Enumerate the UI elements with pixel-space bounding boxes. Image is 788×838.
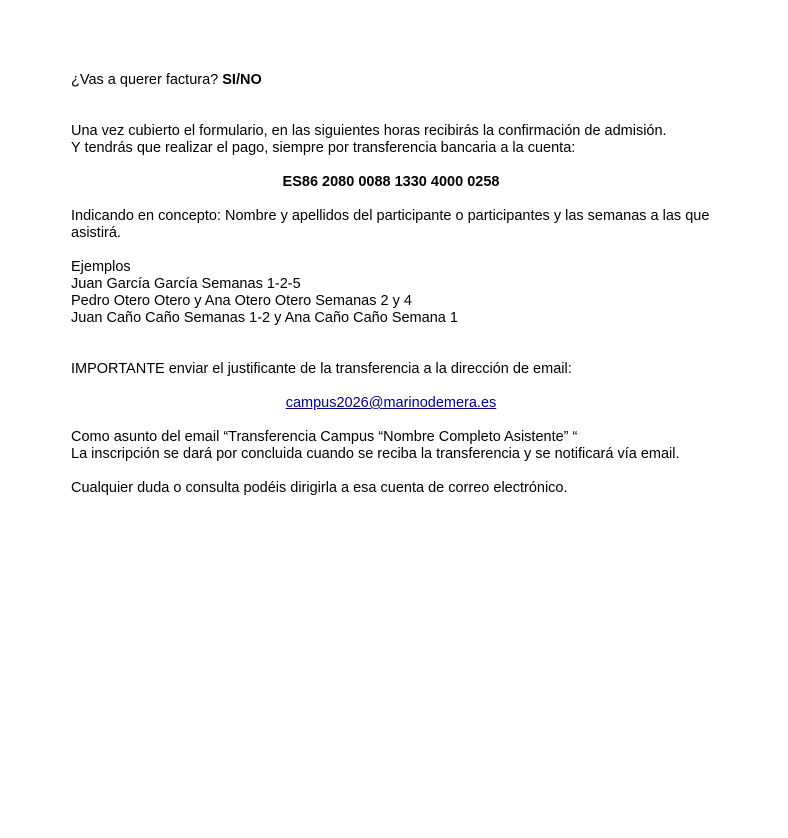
example-item-3: Juan Caño Caño Semanas 1-2 y Ana Caño Caño Semana 1 [71,310,458,326]
example-item-2: Pedro Otero Otero y Ana Otero Otero Semanas 2 y 4 [71,293,412,309]
email-subject-instructions: Como asunto del email “Transferencia Campus “Nombre Completo Asistente” “ [71,429,578,445]
spacer [71,378,711,395]
closing-note: Cualquier duda o consulta podéis dirigirla a esa cuenta de correo electrónico. [71,480,568,496]
example-item-1: Juan García García Semanas 1-2-5 [71,276,301,292]
document-body [71,72,711,497]
important-notice: IMPORTANTE enviar el justificante de la transferencia a la dirección de email: [71,361,572,377]
spacer [71,157,711,174]
spacer [71,89,711,123]
confirmation-line-2: Y tendrás que realizar el pago, siempre por transferencia bancaria a la cuenta: [71,140,576,156]
spacer [71,191,711,208]
registration-completion-note: La inscripción se dará por concluida cuando se reciba la transferencia y se notificará vía email. [71,446,680,462]
invoice-question [71,72,711,89]
spacer [71,327,711,361]
spacer [71,463,711,480]
examples-heading: Ejemplos [71,259,131,275]
concept-instructions: Indicando en concepto: Nombre y apellidos del participante o participantes y las semanas a las que asistirá. [71,208,710,241]
spacer [71,412,711,429]
invoice-question-text: ¿Vas a querer factura? [71,72,223,88]
confirmation-line-1: Una vez cubierto el formulario, en las siguientes horas recibirás la confirmación de admisión. [71,123,667,139]
contact-email-line [71,395,711,412]
invoice-options: SI/NO [222,72,262,88]
contact-email-link[interactable]: campus2026@marinodemera.es [285,395,497,411]
bank-account-iban: ES86 2080 0088 1330 4000 0258 [282,174,500,190]
spacer [71,242,711,259]
